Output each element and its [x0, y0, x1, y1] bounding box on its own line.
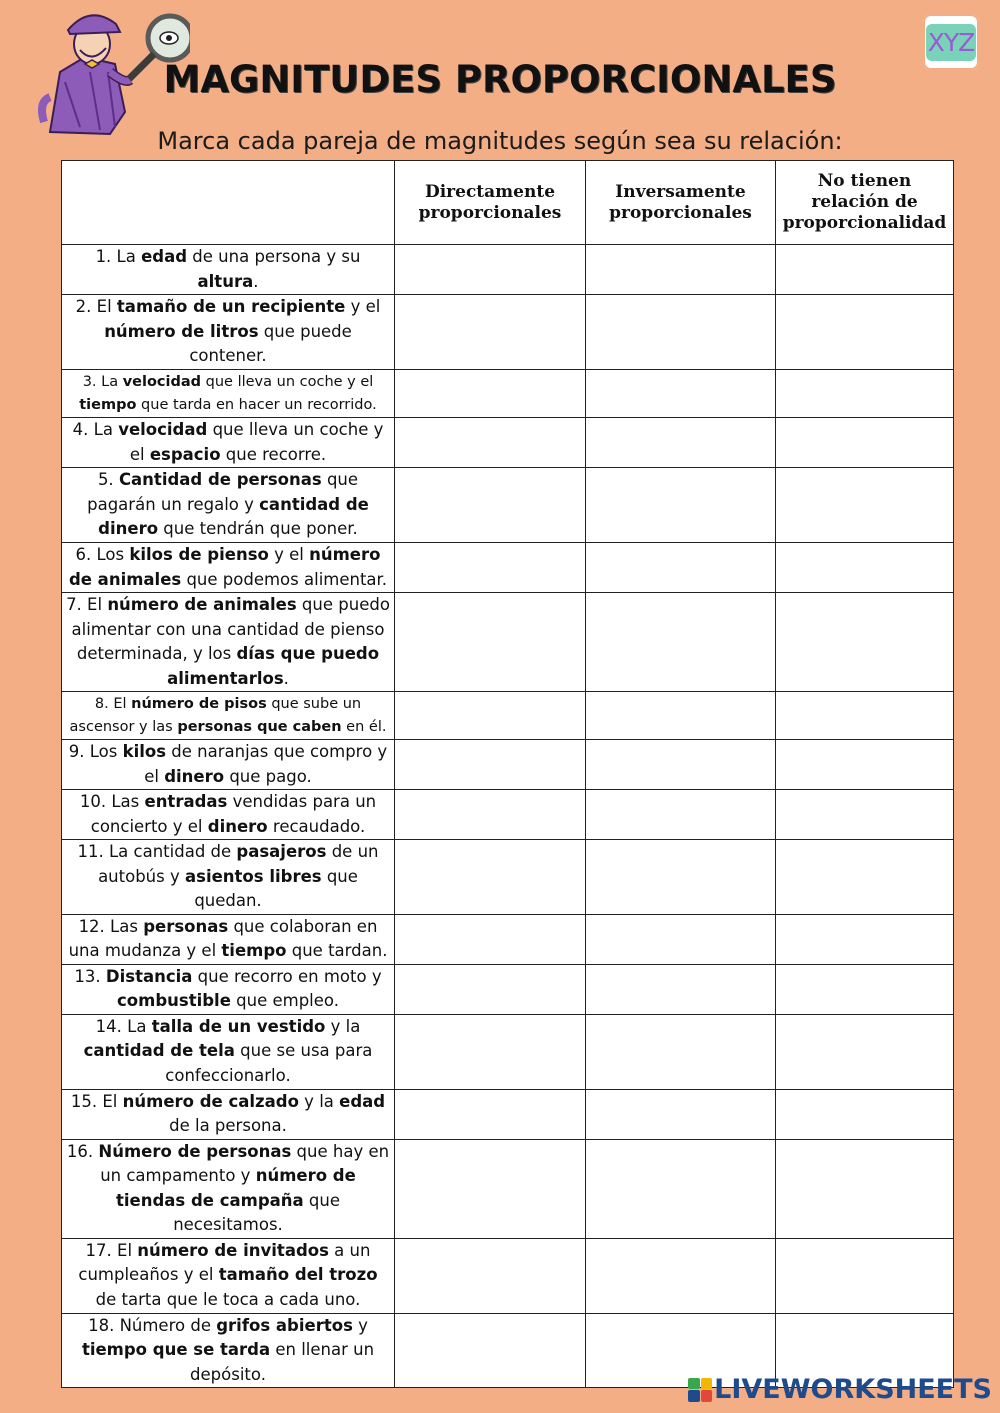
text-segment: que tarda en hacer un recorrido.	[136, 396, 377, 413]
answer-cell-directamente[interactable]	[395, 295, 586, 370]
text-segment: que recorro en moto y	[192, 966, 382, 986]
answer-cell-no-relacion[interactable]	[776, 1139, 954, 1238]
magnitude-term: cantidad de tela	[83, 1041, 235, 1061]
answer-cell-inversamente[interactable]	[586, 370, 776, 418]
magnitude-pair-text	[62, 418, 395, 468]
answer-cell-directamente[interactable]	[395, 914, 586, 964]
table-row	[62, 964, 954, 1014]
answer-cell-inversamente[interactable]	[586, 964, 776, 1014]
answer-cell-no-relacion[interactable]	[776, 543, 954, 593]
text-segment: 4. La	[72, 420, 119, 439]
text-segment: que pago.	[224, 766, 312, 786]
text-segment: que recorre.	[220, 444, 327, 464]
mark-square	[688, 1390, 700, 1402]
magnitude-term: número de litros	[104, 321, 259, 341]
answer-cell-directamente[interactable]	[395, 1313, 586, 1388]
answer-cell-inversamente[interactable]	[586, 245, 776, 295]
answer-cell-inversamente[interactable]	[586, 295, 776, 370]
answer-cell-directamente[interactable]	[395, 1139, 586, 1238]
text-segment: de una persona y su	[187, 247, 361, 266]
table-row	[62, 1139, 954, 1238]
magnitude-term: número de pisos	[131, 695, 267, 712]
answer-cell-inversamente[interactable]	[586, 1139, 776, 1238]
text-segment: que necesitamos.	[173, 1190, 340, 1234]
answer-cell-directamente[interactable]	[395, 370, 586, 418]
table-row	[62, 245, 954, 295]
magnitude-term: número de animales	[107, 595, 297, 614]
answer-cell-no-relacion[interactable]	[776, 790, 954, 840]
text-segment: que hay en un campamento y	[100, 1141, 390, 1185]
magnitude-term: dinero	[164, 766, 225, 786]
magnitude-pair-text	[62, 593, 395, 692]
answer-cell-directamente[interactable]	[395, 418, 586, 468]
magnitude-term: asientos libres	[184, 866, 322, 886]
magnitude-pair-text	[62, 370, 395, 418]
text-segment: 15. El	[70, 1091, 123, 1111]
text-segment: y la	[298, 1091, 340, 1111]
answer-cell-inversamente[interactable]	[586, 593, 776, 692]
table-row	[62, 1238, 954, 1313]
table-row	[62, 840, 954, 915]
answer-cell-no-relacion[interactable]	[776, 1089, 954, 1139]
table-row	[62, 543, 954, 593]
mark-square	[701, 1378, 713, 1390]
text-segment: 12. Las	[78, 916, 144, 936]
answer-cell-no-relacion[interactable]	[776, 468, 954, 543]
magnitude-pair-text	[62, 740, 395, 790]
magnitude-pair-text	[62, 1089, 395, 1139]
text-segment: 13.	[74, 966, 106, 986]
text-segment: 9. Los	[68, 742, 123, 761]
magnitude-pair-text	[62, 1139, 395, 1238]
magnitude-pair-text	[62, 840, 395, 915]
magnitude-term: velocidad	[122, 373, 202, 390]
magnitude-pair-text	[62, 1238, 395, 1313]
header-directamente: Directamente proporcionales	[395, 161, 586, 245]
magnitude-pair-text	[62, 1313, 395, 1388]
answer-cell-no-relacion[interactable]	[776, 914, 954, 964]
liveworksheets-icon	[688, 1378, 712, 1402]
magnitude-term: dinero	[207, 816, 268, 836]
answer-cell-directamente[interactable]	[395, 840, 586, 915]
page-subtitle: Marca cada pareja de magnitudes según sea su relación:	[157, 127, 843, 155]
header-blank	[62, 161, 395, 245]
text-segment: y el	[345, 297, 381, 317]
magnitude-term: número de invitados	[137, 1240, 329, 1260]
magnitude-pair-text	[62, 295, 395, 370]
answer-cell-inversamente[interactable]	[586, 740, 776, 790]
mark-square	[688, 1378, 700, 1390]
table-row	[62, 468, 954, 543]
text-segment: .	[253, 271, 259, 291]
table-row	[62, 1014, 954, 1089]
answer-cell-inversamente[interactable]	[586, 840, 776, 915]
table-row	[62, 914, 954, 964]
liveworksheets-brand	[688, 1374, 992, 1405]
text-segment: que puede contener.	[189, 321, 352, 366]
answer-cell-no-relacion[interactable]	[776, 593, 954, 692]
text-segment: que podemos alimentar.	[181, 569, 388, 589]
magnitude-term: personas	[143, 916, 229, 936]
magnitude-term: tamaño del trozo	[218, 1265, 378, 1285]
text-segment: de naranjas que compro y el	[144, 742, 388, 786]
table-row	[62, 1089, 954, 1139]
magnitude-term: personas que caben	[177, 718, 342, 735]
magnitude-pair-text	[62, 1014, 395, 1089]
text-segment: vendidas para un concierto y el	[90, 792, 377, 836]
magnitude-term: espacio	[149, 444, 221, 464]
page-title: MAGNITUDES PROPORCIONALES	[163, 58, 837, 101]
text-segment: recaudado.	[267, 816, 366, 836]
table-row	[62, 740, 954, 790]
text-segment: que se usa para confeccionarlo.	[165, 1041, 373, 1085]
magnitude-term: combustible	[117, 991, 231, 1010]
answer-cell-directamente[interactable]	[395, 964, 586, 1014]
header-no-relacion: No tienen relación de proporcionalidad	[776, 161, 954, 245]
magnitude-term: días que puedo alimentarlos	[167, 644, 380, 688]
magnitude-pair-text	[62, 468, 395, 543]
magnitude-term: tiempo	[79, 396, 137, 413]
answer-cell-directamente[interactable]	[395, 692, 586, 740]
text-segment: 17. El	[85, 1240, 138, 1260]
mark-square	[701, 1390, 713, 1402]
text-segment: que lleva un coche y el	[129, 420, 384, 464]
magnitude-pair-text	[62, 914, 395, 964]
magnitude-term: velocidad	[118, 420, 208, 439]
answer-cell-directamente[interactable]	[395, 790, 586, 840]
text-segment: y el	[268, 545, 310, 564]
text-segment: 6. Los	[75, 545, 130, 564]
table-body	[62, 245, 954, 1388]
text-segment: 7. El	[66, 595, 108, 614]
magnitude-term: kilos	[122, 742, 167, 761]
magnitude-term: kilos de pienso	[129, 545, 269, 564]
magnitude-term: tamaño de un recipiente	[116, 297, 346, 317]
magnitude-term: número de animales	[68, 545, 381, 589]
text-segment: en él.	[341, 718, 387, 735]
answer-cell-inversamente[interactable]	[586, 1238, 776, 1313]
text-segment: 11. La cantidad de	[77, 842, 237, 861]
text-segment: que colaboran en una mudanza y el	[68, 916, 378, 960]
magnitude-pair-text	[62, 245, 395, 295]
answer-cell-no-relacion[interactable]	[776, 964, 954, 1014]
answer-cell-inversamente[interactable]	[586, 1089, 776, 1139]
brand-wordmark: LIVEWORKSHEETS	[714, 1374, 992, 1405]
answer-cell-no-relacion[interactable]	[776, 370, 954, 418]
answer-cell-no-relacion[interactable]	[776, 692, 954, 740]
magnitude-term: Distancia	[105, 966, 193, 986]
magnitude-term: grifos abiertos	[216, 1315, 353, 1335]
text-segment: 16.	[66, 1141, 99, 1161]
answer-cell-inversamente[interactable]	[586, 543, 776, 593]
text-segment: 5.	[97, 470, 119, 490]
text-segment: a un cumpleaños y el	[78, 1240, 371, 1285]
magnitude-term: Cantidad de personas	[118, 470, 322, 490]
table-row	[62, 692, 954, 740]
text-segment: 3. La	[82, 373, 123, 390]
magnitude-term: Número de personas	[98, 1141, 292, 1161]
text-segment: que sube un ascensor y las	[69, 695, 362, 735]
magnitude-term: cantidad de dinero	[98, 494, 369, 539]
magnitude-term: altura	[197, 271, 254, 291]
table-row	[62, 295, 954, 370]
magnitude-term: tiempo	[221, 941, 287, 960]
text-segment: y la	[325, 1016, 361, 1036]
answer-cell-no-relacion[interactable]	[776, 295, 954, 370]
answer-cell-directamente[interactable]	[395, 1014, 586, 1089]
magnitude-term: número de tiendas de campaña	[116, 1166, 356, 1210]
answer-cell-directamente[interactable]	[395, 543, 586, 593]
text-segment: que tendrán que poner.	[158, 519, 358, 539]
text-segment: 1. La	[95, 247, 142, 266]
text-segment: que pagarán un regalo y	[87, 470, 359, 514]
text-segment: .	[283, 668, 289, 688]
answer-cell-no-relacion[interactable]	[776, 418, 954, 468]
text-segment: que lleva un coche y el	[201, 373, 374, 390]
magnitude-pair-text	[62, 964, 395, 1014]
text-segment: 10. Las	[79, 792, 145, 811]
classification-table	[61, 160, 954, 1388]
answer-cell-inversamente[interactable]	[586, 790, 776, 840]
text-segment: 18. Número de	[88, 1315, 217, 1335]
answer-cell-directamente[interactable]	[395, 1089, 586, 1139]
text-segment: que quedan.	[194, 866, 358, 910]
magnitude-term: pasajeros	[236, 842, 327, 861]
answer-cell-directamente[interactable]	[395, 468, 586, 543]
magnitude-term: entradas	[144, 792, 228, 811]
text-segment: de la persona.	[169, 1116, 287, 1135]
text-segment: 2. El	[75, 297, 117, 317]
magnitude-pair-text	[62, 790, 395, 840]
answer-cell-inversamente[interactable]	[586, 1014, 776, 1089]
answer-cell-inversamente[interactable]	[586, 418, 776, 468]
text-segment: y	[352, 1315, 368, 1335]
text-segment: de tarta que le toca a cada uno.	[95, 1289, 361, 1309]
answer-cell-directamente[interactable]	[395, 740, 586, 790]
table-row	[62, 593, 954, 692]
answer-cell-no-relacion[interactable]	[776, 840, 954, 915]
answer-cell-no-relacion[interactable]	[776, 1238, 954, 1313]
magnitude-term: tiempo que se tarda	[81, 1340, 271, 1359]
text-segment: que empleo.	[230, 991, 339, 1010]
answer-cell-inversamente[interactable]	[586, 914, 776, 964]
answer-cell-inversamente[interactable]	[586, 468, 776, 543]
magnitude-term: número de calzado	[122, 1091, 299, 1111]
magnitude-term: edad	[141, 247, 188, 266]
text-segment: 8. El	[94, 695, 132, 712]
answer-cell-inversamente[interactable]	[586, 692, 776, 740]
answer-cell-no-relacion[interactable]	[776, 245, 954, 295]
text-segment: en llenar un depósito.	[190, 1340, 375, 1384]
magnitude-term: talla de un vestido	[151, 1016, 326, 1036]
magnitude-term: edad	[339, 1091, 386, 1111]
table-row	[62, 370, 954, 418]
answer-cell-directamente[interactable]	[395, 593, 586, 692]
text-segment: que tardan.	[286, 941, 388, 960]
answer-cell-directamente[interactable]	[395, 245, 586, 295]
answer-cell-no-relacion[interactable]	[776, 1014, 954, 1089]
header-row	[62, 161, 954, 245]
answer-cell-directamente[interactable]	[395, 1238, 586, 1313]
answer-cell-no-relacion[interactable]	[776, 740, 954, 790]
table-row	[62, 790, 954, 840]
text-segment: de un autobús y	[98, 842, 379, 886]
magnitude-pair-text	[62, 692, 395, 740]
magnitude-pair-text	[62, 543, 395, 593]
xyz-logo-text: XYZ	[926, 24, 977, 61]
header-inversamente: Inversamente proporcionales	[586, 161, 776, 245]
text-segment: que puedo alimentar con una cantidad de pienso determinada, y los	[71, 595, 390, 663]
table-row	[62, 418, 954, 468]
text-segment: 14. La	[95, 1016, 152, 1036]
